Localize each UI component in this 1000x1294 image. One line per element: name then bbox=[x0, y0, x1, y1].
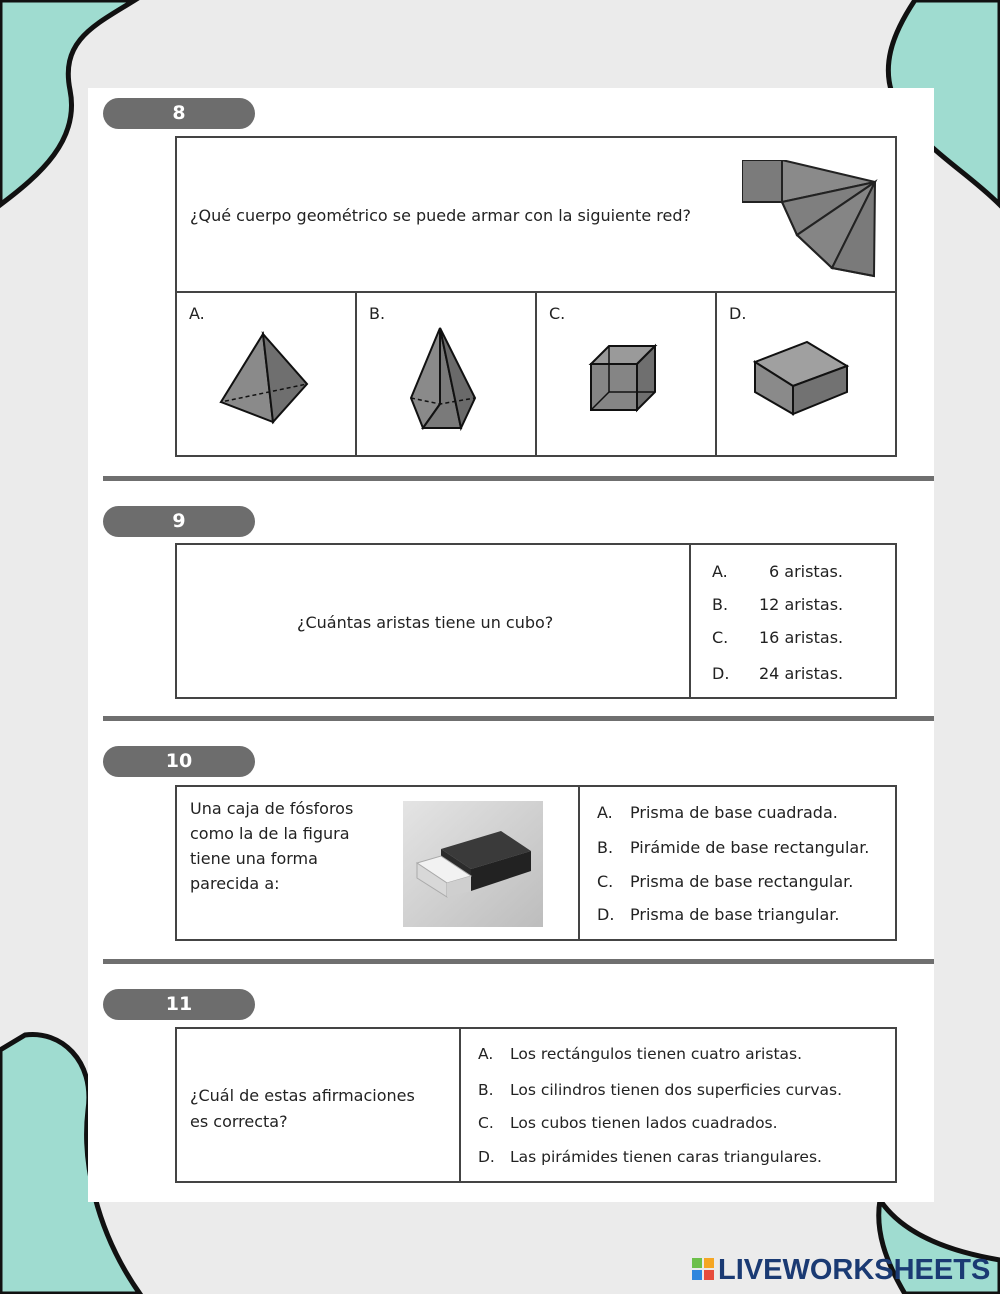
answer-option[interactable]: B. Los cilindros tienen dos superficies curvas. bbox=[478, 1081, 842, 1099]
rectangular-prism-icon bbox=[751, 338, 853, 418]
question-10-prompt-line: tiene una forma bbox=[190, 849, 318, 868]
cube-icon bbox=[587, 342, 662, 417]
answer-option[interactable]: B. Pirámide de base rectangular. bbox=[597, 838, 870, 857]
option-letter: B. bbox=[369, 304, 386, 323]
option-cell-d[interactable] bbox=[717, 292, 897, 456]
answer-option[interactable]: A. Prisma de base cuadrada. bbox=[597, 803, 838, 822]
question-number-tab: 10 bbox=[103, 746, 255, 777]
question-8-prompt: ¿Qué cuerpo geométrico se puede armar con la siguiente red? bbox=[190, 206, 691, 225]
divider bbox=[689, 545, 691, 697]
section-divider bbox=[103, 716, 934, 721]
option-cell-a[interactable] bbox=[177, 292, 357, 456]
option-cell-b[interactable] bbox=[357, 292, 537, 456]
answer-option[interactable]: A. 6 aristas. bbox=[712, 562, 843, 581]
answer-option[interactable]: C. 16 aristas. bbox=[712, 628, 844, 647]
square-pyramid-icon bbox=[217, 330, 312, 425]
section-divider bbox=[103, 959, 934, 964]
question-number-tab: 11 bbox=[103, 989, 255, 1020]
option-letter: C. bbox=[549, 304, 566, 323]
answer-option[interactable]: C. Los cubos tienen lados cuadrados. bbox=[478, 1114, 778, 1132]
answer-option[interactable]: B. 12 aristas. bbox=[712, 595, 844, 614]
option-letter: D. bbox=[729, 304, 747, 323]
question-number-tab: 9 bbox=[103, 506, 255, 537]
section-divider bbox=[103, 476, 934, 481]
question-10-prompt-line: como la de la figura bbox=[190, 824, 350, 843]
answer-option[interactable]: C. Prisma de base rectangular. bbox=[597, 872, 854, 891]
question-number-tab: 8 bbox=[103, 98, 255, 129]
option-cell-c[interactable] bbox=[537, 292, 717, 456]
pentagonal-pyramid-icon bbox=[405, 324, 485, 434]
divider bbox=[578, 787, 580, 939]
liveworksheets-logo-icon bbox=[692, 1258, 714, 1280]
answer-option[interactable]: D. Prisma de base triangular. bbox=[597, 905, 840, 924]
answer-option[interactable]: A. Los rectángulos tienen cuatro aristas. bbox=[478, 1045, 803, 1063]
option-letter: A. bbox=[189, 304, 205, 323]
question-9-prompt: ¿Cuántas aristas tiene un cubo? bbox=[297, 613, 554, 632]
question-10-prompt-line: parecida a: bbox=[190, 874, 280, 893]
answer-option[interactable]: D. Las pirámides tienen caras triangulares. bbox=[478, 1148, 822, 1166]
divider bbox=[459, 1029, 461, 1181]
question-11-prompt-line: ¿Cuál de estas afirmaciones bbox=[190, 1086, 415, 1105]
question-11-prompt-line: es correcta? bbox=[190, 1112, 288, 1131]
answer-option[interactable]: D. 24 aristas. bbox=[712, 664, 844, 683]
matchbox-photo bbox=[403, 801, 543, 927]
question-10-prompt-line: Una caja de fósforos bbox=[190, 799, 354, 818]
pyramid-net-figure bbox=[742, 160, 882, 278]
liveworksheets-logo[interactable]: LIVEWORKSHEETS bbox=[718, 1254, 991, 1286]
